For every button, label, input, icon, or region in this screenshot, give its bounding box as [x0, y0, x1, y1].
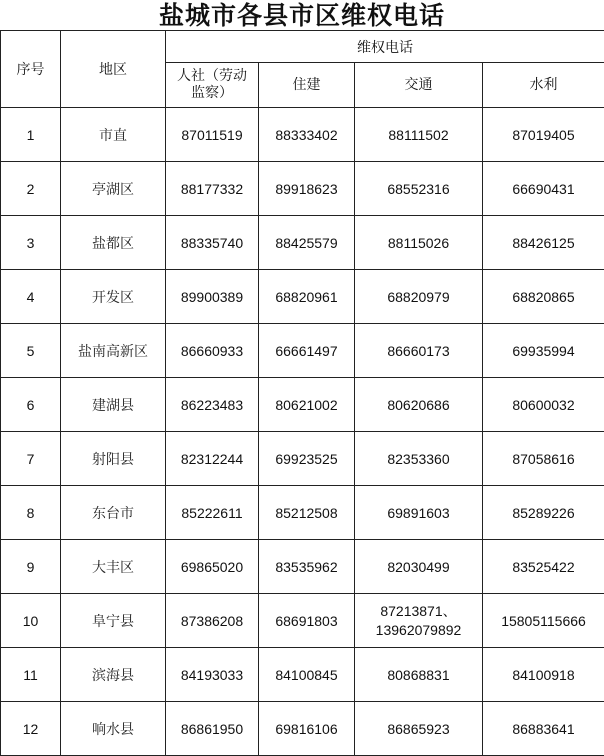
- table-row: [1, 324, 604, 378]
- row-index: 2: [1, 162, 61, 216]
- header-labor: [166, 63, 259, 108]
- transport-phone-line1: 87213871、: [355, 602, 482, 621]
- header-labor-line1: 人社（劳动: [166, 68, 258, 85]
- water-phone: 69935994: [483, 324, 604, 378]
- row-region: 开发区: [61, 270, 166, 324]
- labor-phone: 87386208: [166, 594, 259, 648]
- water-phone: 80600032: [483, 378, 604, 432]
- row-region: 滨海县: [61, 648, 166, 702]
- housing-phone: 69816106: [259, 702, 355, 756]
- row-region: 市直: [61, 108, 166, 162]
- table-row: [1, 486, 604, 540]
- water-phone: 87019405: [483, 108, 604, 162]
- row-region: 响水县: [61, 702, 166, 756]
- housing-phone: 66661497: [259, 324, 355, 378]
- row-index: 10: [1, 594, 61, 648]
- labor-phone: 86861950: [166, 702, 259, 756]
- row-region: 大丰区: [61, 540, 166, 594]
- labor-phone: 84193033: [166, 648, 259, 702]
- labor-phone: 86223483: [166, 378, 259, 432]
- transport-phone: 88111502: [355, 108, 483, 162]
- row-index: 9: [1, 540, 61, 594]
- labor-phone: 69865020: [166, 540, 259, 594]
- row-region: 亭湖区: [61, 162, 166, 216]
- header-water: 水利: [483, 63, 604, 108]
- table-row: [1, 432, 604, 486]
- row-index: 7: [1, 432, 61, 486]
- hotline-table: [0, 30, 604, 756]
- housing-phone: 69923525: [259, 432, 355, 486]
- water-phone: 87058616: [483, 432, 604, 486]
- transport-phone: 86865923: [355, 702, 483, 756]
- water-phone: 84100918: [483, 648, 604, 702]
- water-phone: 15805115666: [483, 594, 604, 648]
- water-phone: 66690431: [483, 162, 604, 216]
- transport-phone: 82353360: [355, 432, 483, 486]
- housing-phone: 89918623: [259, 162, 355, 216]
- header-region: 地区: [61, 31, 166, 108]
- housing-phone: 68820961: [259, 270, 355, 324]
- row-index: 8: [1, 486, 61, 540]
- transport-phone: 80868831: [355, 648, 483, 702]
- transport-phone-line2: 13962079892: [355, 621, 482, 640]
- transport-phone: 69891603: [355, 486, 483, 540]
- row-region: 盐南高新区: [61, 324, 166, 378]
- table-row: [1, 702, 604, 756]
- water-phone: 86883641: [483, 702, 604, 756]
- water-phone: 88426125: [483, 216, 604, 270]
- transport-phone: [355, 594, 483, 648]
- row-index: 12: [1, 702, 61, 756]
- labor-phone: 86660933: [166, 324, 259, 378]
- labor-phone: 87011519: [166, 108, 259, 162]
- labor-phone: 88335740: [166, 216, 259, 270]
- table-row: [1, 216, 604, 270]
- row-index: 4: [1, 270, 61, 324]
- row-index: 5: [1, 324, 61, 378]
- row-index: 11: [1, 648, 61, 702]
- labor-phone: 88177332: [166, 162, 259, 216]
- row-region: 建湖县: [61, 378, 166, 432]
- labor-phone: 85222611: [166, 486, 259, 540]
- labor-phone: 82312244: [166, 432, 259, 486]
- transport-phone: 88115026: [355, 216, 483, 270]
- housing-phone: 88425579: [259, 216, 355, 270]
- housing-phone: 84100845: [259, 648, 355, 702]
- table-row: [1, 270, 604, 324]
- housing-phone: 88333402: [259, 108, 355, 162]
- page-title: 盐城市各县市区维权电话: [0, 0, 604, 30]
- table-row: [1, 378, 604, 432]
- housing-phone: 83535962: [259, 540, 355, 594]
- housing-phone: 68691803: [259, 594, 355, 648]
- row-region: 盐都区: [61, 216, 166, 270]
- water-phone: 68820865: [483, 270, 604, 324]
- row-region: 阜宁县: [61, 594, 166, 648]
- row-region: 射阳县: [61, 432, 166, 486]
- transport-phone: 80620686: [355, 378, 483, 432]
- table-row: [1, 648, 604, 702]
- transport-phone: 68820979: [355, 270, 483, 324]
- row-region: 东台市: [61, 486, 166, 540]
- table-row: [1, 162, 604, 216]
- row-index: 6: [1, 378, 61, 432]
- transport-phone: 86660173: [355, 324, 483, 378]
- housing-phone: 80621002: [259, 378, 355, 432]
- transport-phone: 82030499: [355, 540, 483, 594]
- table-row: [1, 594, 604, 648]
- water-phone: 83525422: [483, 540, 604, 594]
- table-row: [1, 540, 604, 594]
- row-index: 1: [1, 108, 61, 162]
- header-index: 序号: [1, 31, 61, 108]
- housing-phone: 85212508: [259, 486, 355, 540]
- row-index: 3: [1, 216, 61, 270]
- transport-phone: 68552316: [355, 162, 483, 216]
- water-phone: 85289226: [483, 486, 604, 540]
- labor-phone: 89900389: [166, 270, 259, 324]
- header-transport: 交通: [355, 63, 483, 108]
- header-labor-line2: 监察）: [166, 85, 258, 102]
- header-housing: 住建: [259, 63, 355, 108]
- table-row: [1, 108, 604, 162]
- header-hotline-group: 维权电话: [166, 31, 604, 63]
